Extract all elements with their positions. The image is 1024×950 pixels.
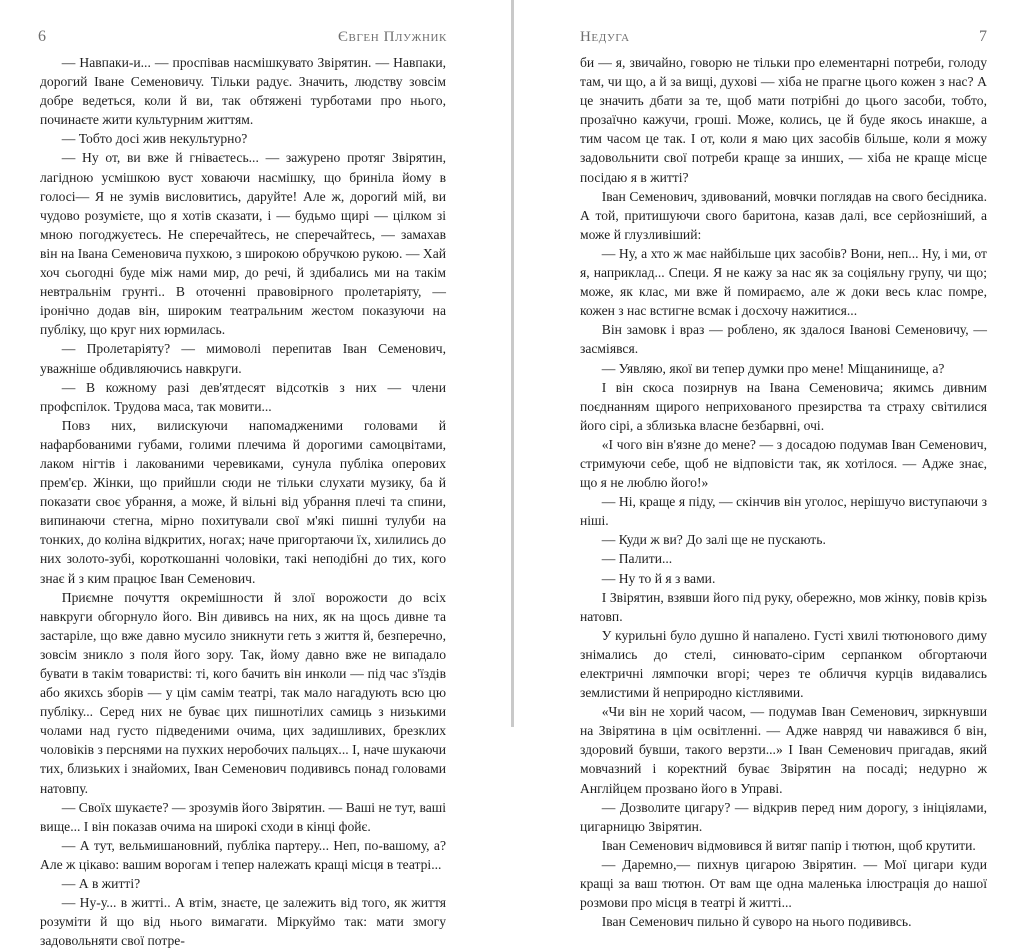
paragraph: — Ну то й я з вами. — [601, 570, 716, 586]
paragraph: — Ні, краще я піду, — скінчив він уголос, нерішучо виступаючи з ніші. — [580, 494, 987, 529]
paragraph: Приємне почуття окремішности й злої ворожости до всіх навкруги обгорнуло його. Він дививсь на них, як на щось дивне та застаріле, що вже давно мусило зникнути геть з життя й, безперечно, зовсім зникло з поля його зору. Так, йому давно вже не випадало бувати в такім товаристві: ті, кого бачить він инколи — під час з'їздів або якихсь зборів — у цім самім театрі, так мало нагадують всю цю публіку... Серед них не буває цих пишнотілих самиць з низькими чолами над густо підведеними очима, цих задишливих, брезклих чоловіків з перснями на пухких неробочих пальцях... І, наче шукаючи тих, близьких і знайомих, Іван Семенович подививсь понад головами натовпу. — [40, 589, 446, 796]
paragraph: «Чи він не хорий часом, — подумав Іван Семенович, зиркнувши на Звірятина в цім освітленні. — Адже навряд чи наважився б він, здоровий бувши, такого верзти...» І Іван Семенович пригадав, який мовчазний і коректний буває Звірятин на посаді; недурно ж Англійцем прозвано його в Управі. — [580, 704, 987, 796]
paragraph: — А тут, вельмишановний, публіка партеру... Неп, по-вашому, а? Але ж цікаво: вашим ворогам і тепер належать кращі місця в театрі... — [40, 837, 446, 872]
running-title-chapter: Недуга — [580, 29, 630, 45]
paragraph: — Ну от, ви вже й гніваєтесь... — зажурено протяг Звірятин, лагідною усмішкою вуст ховаючи насмішку, що бриніла йому в голосі— Я не зумів висловитись, даруйте! Але ж, дорогий мій, ви чудово розумієте, що я хотів сказати, і — будьмо щирі — цілком зі мною погоджуєтесь. Не сперечайтесь, не сперечайтесь, — замахав він на Івана Семеновича пухкою, з широкою обручкою рукою. — Хай хоч сьогодні буде між нами мир, до речі, й здибались ми на такім невтральнім грунті.. В оточенні правовірного пролетаріяту, — іронічно додав він, широким театральним жестом показуючи на публіку, що круг них юрмилась. — [40, 150, 446, 338]
right-page-body — [580, 53, 987, 931]
running-title-author: Євген Плужник — [338, 29, 447, 45]
paragraph: — Ну-у... в житті.. А втім, знаєте, це залежить від того, як життя розуміти й що від нього вимагати. Міркуймо так: мати змогу задовольняти свої потре- — [40, 895, 446, 949]
paragraph: Повз них, вилискуючи напомадженими головами й нафарбованими губами, голими плечима й дорогими самоцвітами, лаком нігтів і лакованими черевиками, сунула публіка оперових прем'єр. Жінки, що прийшли сюди не тільки слухати музику, ба й показати своє убрання, а може, й вільні від убрання плечі та спини, випинаючи стегна, мірно похитували свої м'які пишні тулуби на тонких, до коліна відкритих, ногах; наче пригортаючи їх, хилились до них золото-зубі, короткошанні чоловіки, такі неподібні до тих, кого знає й з ким працює Іван Семенович. — [40, 417, 446, 586]
paragraph: — В кожному разі дев'ятдесят відсотків з них — члени профспілок. Трудова маса, так мовити... — [40, 379, 446, 414]
paragraph: І Звірятин, взявши його під руку, обережно, мов жінку, повів крізь натовп. — [580, 589, 987, 624]
right-page-header — [580, 28, 987, 46]
page-number: 7 — [979, 28, 987, 45]
left-page-body — [40, 53, 446, 950]
paragraph-continuation: би — я, звичайно, говорю не тільки про елементарні потреби, голоду там, чи що, а й за вищі, духові — хіба не прагне цього кожен з нас? А це значить дбати за те, щоб мати потрібні до цього засоби, тобто, прозаїчно кажучи, гроші. Може, колись, це й буде якось инакше, а тим часом це так. І от, коли я маю цих засобів більше, коли я можу задовольнити свої потреби краще за инших, — хіба не краще місце посідаю я в житті? — [580, 55, 987, 185]
right-page[interactable] — [514, 0, 1024, 930]
paragraph: Іван Семенович, здивований, мовчки поглядав на свого бесідника. А той, притишуючи свого баритона, казав далі, все серйозніший, а може й глузливіший: — [580, 188, 987, 242]
paragraph: — Навпаки-и... — проспівав насмішкувато Звірятин. — Навпаки, дорогий Іване Семеновичу. Тільки радує. Значить, людству зовсім добре ведеться, коли й ви, так обтяжені турботами про нього, починаєте жити культурним життям. — [40, 55, 446, 128]
left-page-header — [38, 28, 447, 46]
paragraph: Він замовк і враз — роблено, як здалося Іванові Семеновичу, — засміявся. — [580, 322, 987, 357]
paragraph: — Палити... — [601, 551, 673, 567]
page-number: 6 — [38, 28, 46, 45]
paragraph: І він скоса позирнув на Івана Семеновича; якимсь дивним поєднанням щирого неприхованого презирства та страху світилися його сірі, а зблизька власне безбарвні, очі. — [580, 379, 987, 433]
left-page[interactable] — [0, 0, 511, 949]
paragraph: — Пролетаріяту? — мимоволі перепитав Іван Семенович, уважніше обдивляючись навкруги. — [40, 341, 446, 376]
paragraph: Іван Семенович відмовився й витяг папір і тютюн, щоб крутити. — [601, 837, 976, 853]
paragraph: — Уявляю, якої ви тепер думки про мене! Міщанинище, а? — [601, 360, 945, 376]
paragraph: Іван Семенович пильно й суворо на нього подививсь. — [601, 914, 912, 930]
paragraph: У курильні було душно й напалено. Густі хвилі тютюнового диму знімались до стелі, синювато-сірим серпанком обгортаючи електричні лямпочки вгорі; через те обличчя курців видавались землистими й неприродно кістлявими. — [580, 627, 987, 701]
paragraph: — Дозволите цигару? — відкрив перед ним дорогу, з ініціялами, цигарницю Звірятин. — [580, 799, 987, 834]
paragraph: — Даремно,— пихнув цигарою Звірятин. — Мої цигари куди кращі за ваш тютюн. От вам ще одна маленька ілюстрація до нашої розмови про місця в театрі й житті... — [580, 856, 987, 911]
paragraph: — Ну, а хто ж має найбільше цих засобів? Вони, неп... Ну, і ми, от я, наприклад... Специ. Я не кажу за нас як за соціяльну групу, чи що; може, як клас, ми вже й помираємо, але ж доки весь клас помре, кожен з нас встигне всмак і досхочу нажитися... — [580, 245, 987, 319]
paragraph: — Куди ж ви? До залі ще не пускають. — [601, 532, 826, 548]
paragraph: — Тобто досі жив некультурно? — [61, 131, 248, 147]
paragraph: «І чого він в'язне до мене? — з досадою подумав Іван Семенович, стримуючи себе, щоб не відповісти так, як хотілося. — Адже знає, що я не люблю його!» — [580, 436, 987, 491]
paragraph: — А в житті? — [61, 876, 141, 892]
paragraph: — Своїх шукаєте? — зрозумів його Звірятин. — Ваші не тут, ваші вище... І він показав очима на широкі сходи в кінці фойє. — [40, 799, 446, 834]
